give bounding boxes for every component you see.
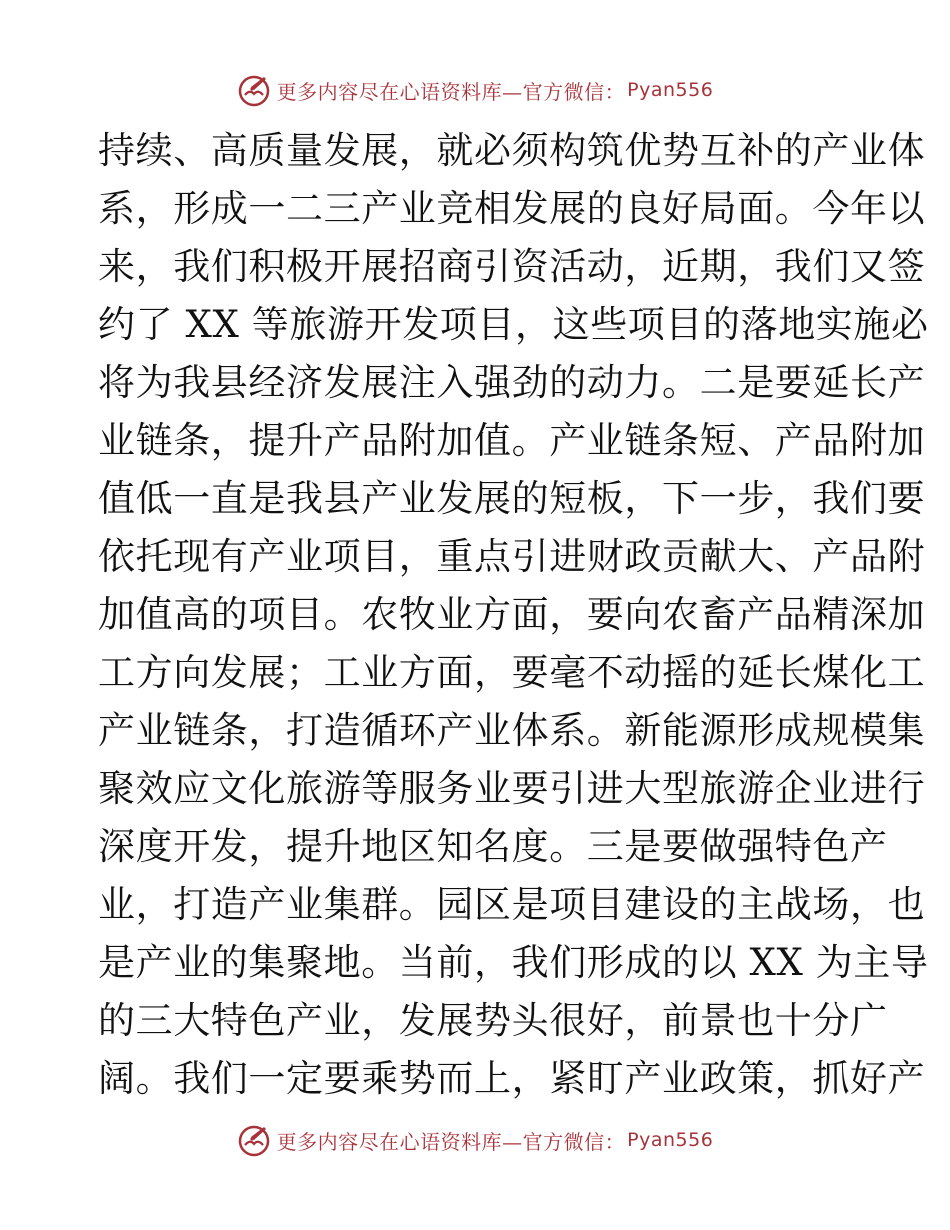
text-line: 深度开发，提升地区知名度。三是要做强特色产 bbox=[98, 825, 888, 868]
watermark-text: 更多内容尽在心语资料库—官方微信： bbox=[276, 79, 626, 104]
text-line: 是产业的集聚地。当前，我们形成的以 XX 为主导 bbox=[98, 941, 929, 984]
text-line: 加值高的项目。农牧业方面，要向农畜产品精深加 bbox=[98, 593, 926, 636]
text-line: 依托现有产业项目，重点引进财政贡献大、产品附 bbox=[98, 535, 926, 578]
text-line: 约了 XX 等旅游开发项目，这些项目的落地实施必 bbox=[98, 303, 929, 346]
text-line: 将为我县经济发展注入强劲的动力。二是要延长产 bbox=[98, 361, 926, 404]
watermark-wechat-id: Pyan556 bbox=[627, 1129, 714, 1151]
header-watermark bbox=[0, 72, 950, 108]
watermark-wechat-id: Pyan556 bbox=[627, 79, 714, 101]
text-line: 业链条，提升产品附加值。产业链条短、产品附加 bbox=[98, 419, 926, 462]
book-pen-logo-icon bbox=[237, 73, 271, 107]
document-body bbox=[98, 122, 929, 1108]
text-line: 聚效应文化旅游等服务业要引进大型旅游企业进行 bbox=[98, 767, 926, 810]
text-line: 产业链条，打造循环产业体系。新能源形成规模集 bbox=[98, 709, 926, 752]
footer-watermark bbox=[0, 1122, 950, 1158]
watermark-text: 更多内容尽在心语资料库—官方微信： bbox=[276, 1129, 626, 1154]
text-line: 阔。我们一定要乘势而上，紧盯产业政策，抓好产 bbox=[98, 1057, 926, 1100]
text-line: 持续、高质量发展，就必须构筑优势互补的产业体 bbox=[98, 129, 926, 172]
book-pen-logo-icon bbox=[237, 1123, 271, 1157]
text-line: 的三大特色产业，发展势头很好，前景也十分广 bbox=[98, 999, 888, 1042]
text-line: 工方向发展；工业方面，要毫不动摇的延长煤化工 bbox=[98, 651, 926, 694]
text-line: 来，我们积极开展招商引资活动，近期，我们又签 bbox=[98, 245, 926, 288]
text-line: 业，打造产业集群。园区是项目建设的主战场，也 bbox=[98, 883, 926, 926]
text-line: 系，形成一二三产业竞相发展的良好局面。今年以 bbox=[98, 187, 926, 230]
text-line: 值低一直是我县产业发展的短板，下一步，我们要 bbox=[98, 477, 926, 520]
